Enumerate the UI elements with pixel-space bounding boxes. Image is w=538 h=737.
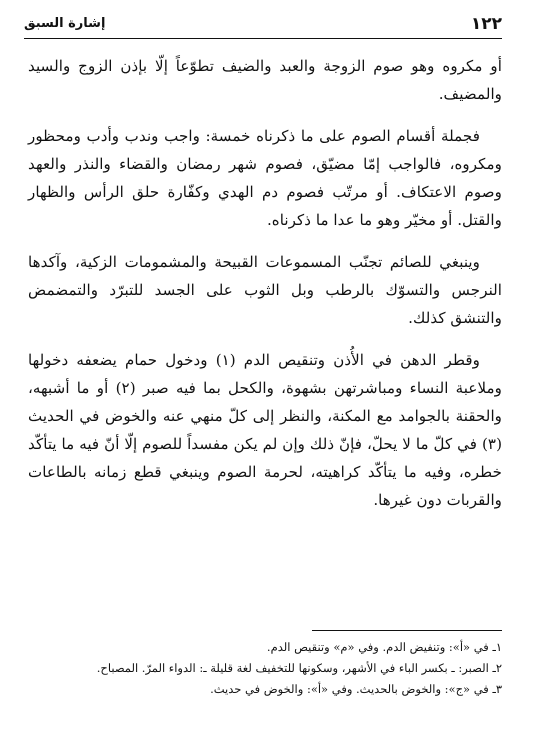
footnotes	[28, 637, 502, 700]
footnote-2: ٢ـ الصبر: ـ بكسر الباء في الأشهر، وسكونها للتخفيف لغة قليلة ـ: الدواء المرّ. المصباح.	[96, 661, 502, 675]
page-number: ١٢٢	[470, 14, 502, 34]
paragraph-1: أو مكروه وهو صوم الزوجة والعبد والضيف تطوّعاً إلّا بإذن الزوج والسيد والمضيف.	[28, 57, 502, 103]
footnote-3: ٣ـ في «ج»: والخوض بالحديث. وفي «أ»: والخوض في حديث.	[210, 682, 502, 696]
paragraph-3: وينبغي للصائم تجنّب المسموعات القبيحة والمشمومات الزكية، وآكدها النرجس والتسوّك بالرطب وبل الثوب على الجسد للتبرّد والتمضمض والتنشق كذلك.	[28, 253, 502, 327]
paragraph-2: فجملة أقسام الصوم على ما ذكرناه خمسة: واجب وندب وأدب ومحظور ومكروه، فالواجب إمّا مضيّق، فصوم شهر رمضان والقضاء والنذر والعهد وصوم الاعتكاف. أو مرتّب فصوم دم الهدي وكفّارة حلق الرأس والظهار والقتل. أو مخيّر وهو ما عدا ما ذكرناه.	[28, 127, 502, 229]
footnote-divider	[312, 630, 502, 631]
running-title: إشارة السبق	[24, 16, 106, 31]
paragraph-4: وقطر الدهن في الأُذن وتنقيص الدم (١) ودخول حمام يضعفه دخولها وملاعبة النساء ومباشرتهن بشهوة، والكحل بما فيه صبر (٢) أو ما أشبهه، والحقنة بالجوامد مع المكنة، والنظر إلى كلّ منهي عنه والخوض في الحديث (٣) في كلّ ما لا يحلّ، فإنّ ذلك وإن لم يكن مفسداً للصوم إلّا أنّ فيه ما يتأكّد خطره، وفيه ما يتأكّد كراهيته، لحرمة الصوم وينبغي قطع زمانه بالطاعات والقربات دون غيرها.	[28, 351, 502, 509]
page-header	[24, 14, 502, 39]
footnote-1: ١ـ في «أ»: وتنفيض الدم. وفي «م» وتنقيص الدم.	[266, 640, 502, 654]
main-text	[28, 52, 502, 528]
